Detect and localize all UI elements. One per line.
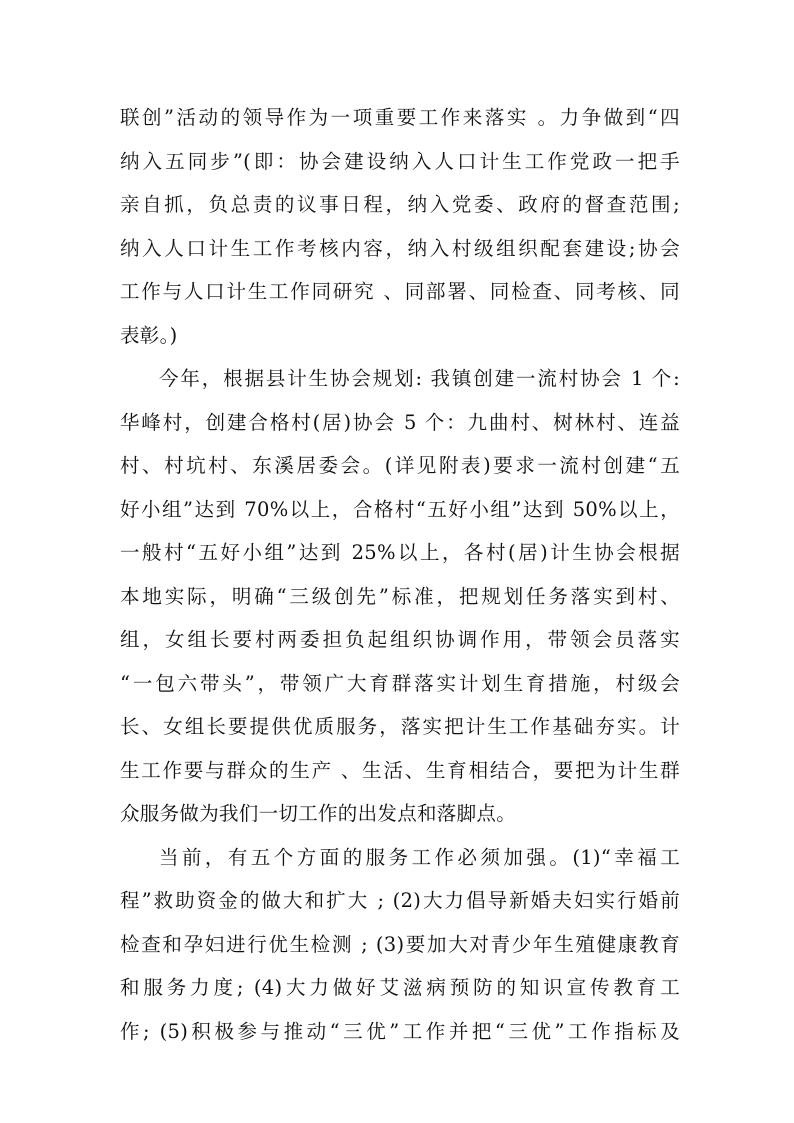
text-line: 众服务做为我们一切工作的出发点和落脚点。 (120, 802, 517, 825)
text-line: 本地实际，明确“三级创先”标准，把规划任务落实到村、 (120, 584, 680, 608)
document-body (120, 96, 680, 1053)
text-line: 纳入五同步”(即：协会建设纳入人口计生工作党政一把手 (120, 149, 680, 173)
text-line: 长、女组长要提供优质服务，落实把计生工作基础夯实。计 (120, 715, 680, 738)
text-line: 今年，根据县计生协会规划: 我镇创建一流村协会 1 个: (159, 367, 680, 390)
text-line: 和服务力度; (4)大力做好艾滋病预防的知识宣传教育工 (120, 976, 680, 999)
text-line: 检查和孕妇进行优生检测 ; (3)要加大对青少年生殖健康教育 (120, 932, 680, 956)
paragraph-1 (120, 96, 680, 357)
text-line: 华峰村，创建合格村(居)协会 5 个：九曲村、树林村、连益 (120, 410, 680, 434)
text-line: “一包六带头”，带领广大育群落实计划生育措施，村级会 (120, 671, 680, 695)
text-line: 一般村“五好小组”达到 25%以上，各村(居)计生协会根据 (120, 541, 680, 564)
text-line: 村、村坑村、东溪居委会。(详见附表)要求一流村创建“五 (120, 454, 680, 477)
text-line: 作; (5)积极参与推动“三优”工作并把“三优”工作指标及 (120, 1019, 680, 1043)
text-line: 好小组”达到 70%以上，合格村“五好小组”达到 50%以上， (120, 497, 680, 521)
text-line: 工作与人口计生工作同研究 、同部署、同检查、同考核、同 (120, 280, 680, 303)
paragraph-2 (120, 357, 680, 836)
text-line: 亲自抓，负总责的议事日程，纳入党委、政府的督查范围; (120, 193, 680, 216)
text-line: 表彰。) (120, 323, 178, 347)
text-line: 联创”活动的领导作为一项重要工作来落实 。力争做到“四 (120, 106, 680, 129)
text-line: 纳入人口计生工作考核内容，纳入村级组织配套建设;协会 (120, 236, 680, 260)
text-line: 程”救助资金的做大和扩大 ; (2)大力倡导新婚夫妇实行婚前 (120, 889, 680, 912)
text-line: 组，女组长要村两委担负起组织协调作用，带领会员落实 (120, 628, 680, 651)
paragraph-3 (120, 836, 680, 1054)
text-line: 当前，有五个方面的服务工作必须加强。(1)“幸福工 (159, 845, 680, 869)
text-line: 生工作要与群众的生产 、生活、生育相结合，要把为计生群 (120, 758, 680, 782)
